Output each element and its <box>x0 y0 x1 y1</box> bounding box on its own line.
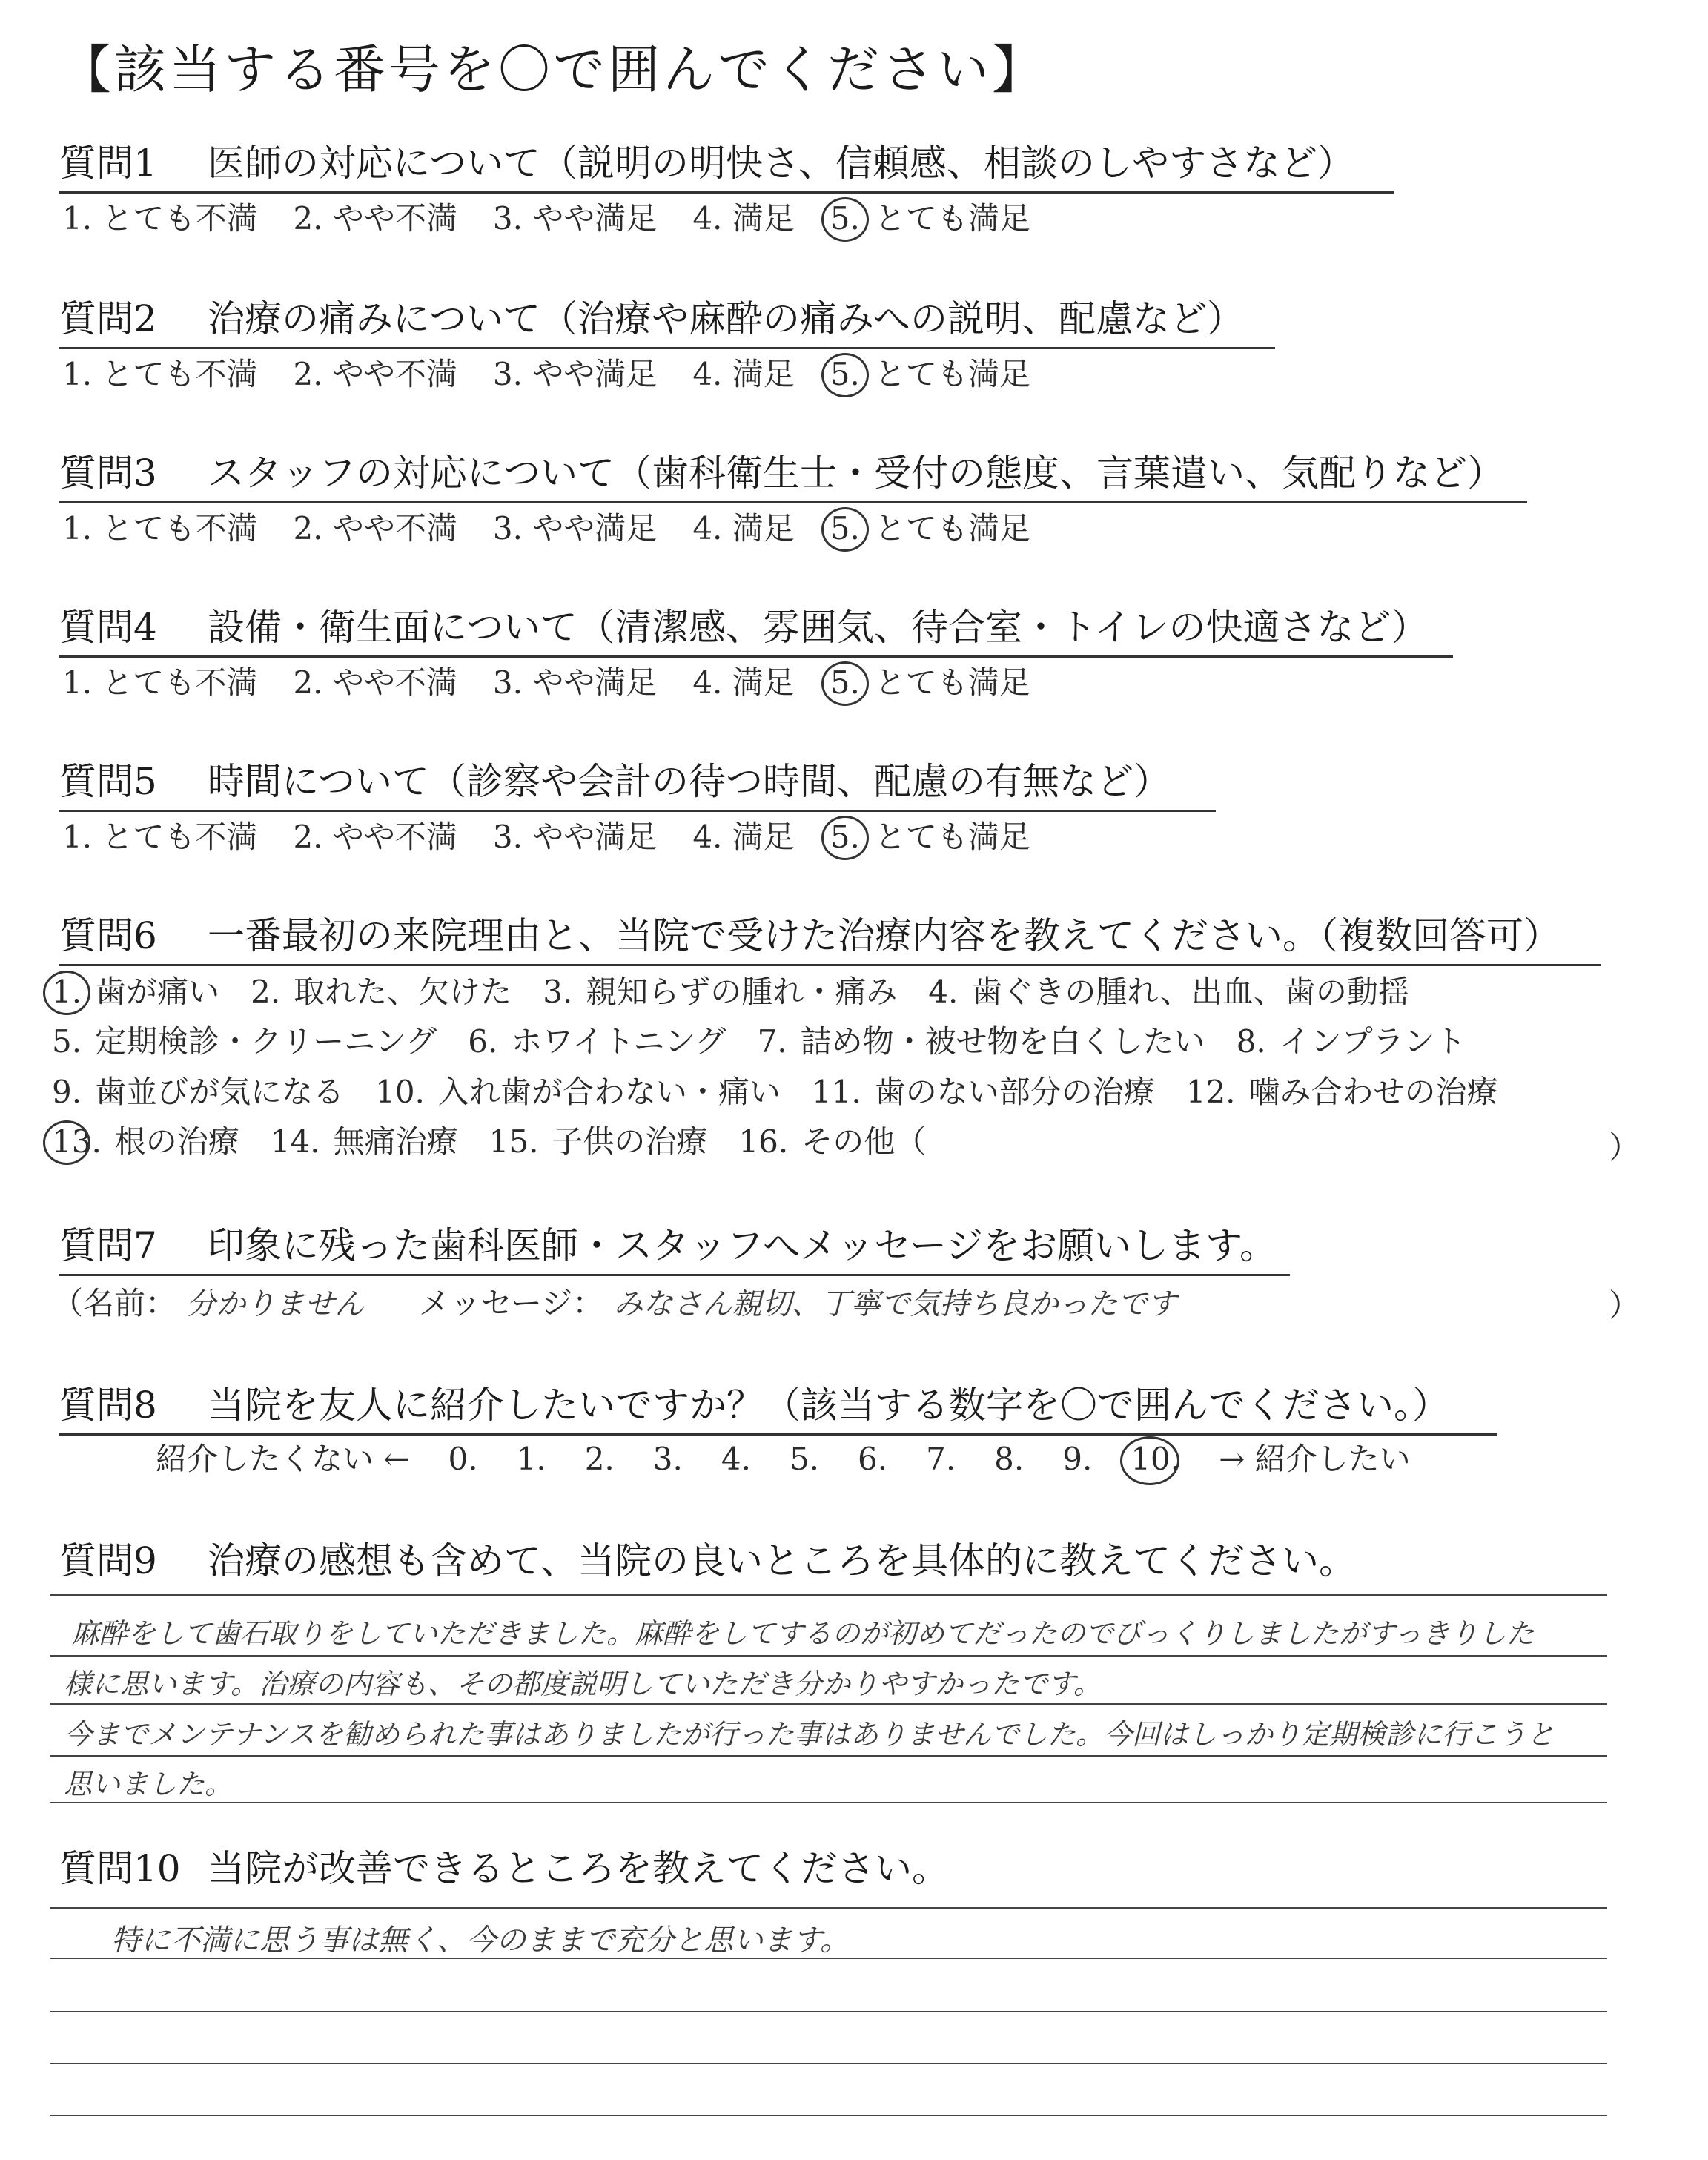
question-6 <box>59 906 1601 966</box>
option-label: 噛み合わせの治療 <box>1248 1074 1498 1110</box>
option-label: 入れ歯が合わない・痛い <box>437 1074 781 1110</box>
q6-option[interactable] <box>812 1068 1155 1112</box>
question-2 <box>59 289 1275 349</box>
question-number: 質問8 <box>59 1384 157 1427</box>
q6-options-row <box>52 1017 1497 1062</box>
option-2[interactable]: 2. やや不満 <box>293 200 457 237</box>
option-label: 根の治療 <box>114 1123 239 1160</box>
option-2[interactable]: 2. やや不満 <box>293 510 457 546</box>
scale-right-label: → 紹介したい <box>1219 1441 1411 1477</box>
answer-line <box>50 1755 1607 1757</box>
option-4[interactable]: 4. 満足 <box>692 819 795 855</box>
q6-option[interactable] <box>738 1117 926 1162</box>
scale-value[interactable]: 1. <box>516 1441 546 1477</box>
scale-value[interactable]: 8. <box>994 1441 1025 1477</box>
option-5[interactable] <box>830 200 860 237</box>
option-number: 8. <box>1236 1023 1266 1060</box>
scale-value[interactable]: 3. <box>652 1441 683 1477</box>
scale-left-label: 紹介したくない ← <box>156 1441 410 1477</box>
q6-options-row <box>52 968 1440 1012</box>
option-number: 5. <box>830 819 860 855</box>
q6-option[interactable] <box>468 1017 726 1062</box>
option-number: 5. <box>830 664 860 701</box>
option-3[interactable]: 3. やや満足 <box>492 510 658 546</box>
option-label: ホワイトニング <box>511 1023 726 1060</box>
question-number: 質問5 <box>59 760 157 803</box>
option-number: 15. <box>489 1123 539 1160</box>
question-text: 印象に残った歯科医師・スタッフへメッセージをお願いします。 <box>208 1224 1277 1267</box>
option-label: 歯ぐきの腫れ、出血、歯の動揺 <box>971 974 1409 1010</box>
q6-option[interactable] <box>543 968 897 1012</box>
option-2[interactable]: 2. やや不満 <box>293 664 457 701</box>
option-3[interactable]: 3. やや満足 <box>492 200 658 237</box>
options-row <box>62 504 1066 549</box>
question-5 <box>59 752 1216 812</box>
q7-close-paren: ） <box>1609 1287 1641 1324</box>
question-text: 当院が改善できるところを教えてください。 <box>208 1847 949 1890</box>
question-9 <box>59 1531 1356 1589</box>
page-title: 【該当する番号を〇で囲んでください】 <box>59 39 1047 100</box>
option-number: 5. <box>830 510 860 546</box>
message-value[interactable]: みなさん親切、丁寧で気持ち良かったです <box>613 1287 1177 1321</box>
scale-value[interactable]: 7. <box>926 1441 956 1477</box>
option-1[interactable]: 1. とても不満 <box>62 356 258 392</box>
option-number: 9. <box>52 1074 82 1110</box>
answer-line <box>50 2063 1607 2064</box>
q6-options-row <box>52 1068 1529 1112</box>
question-number: 質問2 <box>59 297 157 340</box>
question-number: 質問4 <box>59 606 157 649</box>
question-text: 医師の対応について（説明の明快さ、信頼感、相談のしやすさなど） <box>208 142 1354 185</box>
option-4[interactable]: 4. 満足 <box>692 664 795 701</box>
options-row <box>62 813 1066 857</box>
option-label: その他（ <box>801 1123 927 1160</box>
option-5[interactable] <box>830 819 860 855</box>
other-close-paren: ） <box>1609 1129 1641 1166</box>
question-number: 質問3 <box>59 452 157 495</box>
answer-line <box>50 1703 1607 1705</box>
question-4 <box>59 598 1453 658</box>
option-label: 詰め物・被せ物を白くしたい <box>800 1023 1205 1060</box>
option-5-label: とても満足 <box>874 819 1030 855</box>
option-number: 11. <box>811 1074 861 1110</box>
option-3[interactable]: 3. やや満足 <box>492 819 658 855</box>
question-1 <box>59 133 1394 194</box>
option-5-label: とても満足 <box>874 664 1030 701</box>
q6-option[interactable] <box>758 1017 1205 1062</box>
q6-option[interactable] <box>52 1017 437 1062</box>
q6-option[interactable] <box>489 1117 708 1162</box>
option-number: 7. <box>757 1023 787 1060</box>
option-1[interactable]: 1. とても不満 <box>62 510 258 546</box>
q6-option[interactable] <box>928 968 1409 1012</box>
option-label: 取れた、欠けた <box>294 974 512 1010</box>
option-2[interactable]: 2. やや不満 <box>293 356 457 392</box>
scale-value[interactable]: 9. <box>1062 1441 1093 1477</box>
question-text: 設備・衛生面について（清潔感、雰囲気、待合室・トイレの快適さなど） <box>208 606 1429 649</box>
option-label: 子供の治療 <box>552 1123 708 1160</box>
question-text: 時間について（診察や会計の待つ時間、配慮の有無など） <box>208 760 1171 803</box>
option-number: 1. <box>52 974 82 1010</box>
q7-answer-row <box>52 1279 1177 1324</box>
answer-line <box>50 1655 1607 1657</box>
question-7 <box>59 1216 1290 1276</box>
question-text: スタッフの対応について（歯科衛生士・受付の態度、言葉遣い、気配りなど） <box>208 452 1504 495</box>
handwritten-answer[interactable]: 麻酔をして歯石取りをしていただきました。麻酔をしてするのが初めてだったのでびっくりしましたがすっきりした <box>71 1617 1535 1650</box>
option-1[interactable]: 1. とても不満 <box>62 200 258 237</box>
question-8 <box>59 1375 1497 1436</box>
option-number: 3. <box>543 974 573 1010</box>
option-4[interactable]: 4. 満足 <box>692 356 795 392</box>
handwritten-answer[interactable]: 特に不満に思う事は無く、今のままで充分と思います。 <box>111 1923 850 1958</box>
name-value[interactable]: 分かりません <box>186 1287 365 1321</box>
option-number: 14. <box>270 1123 320 1160</box>
option-label: インプラント <box>1279 1023 1466 1060</box>
option-3[interactable]: 3. やや満足 <box>492 356 658 392</box>
question-10 <box>59 1839 949 1897</box>
option-label: 歯並びが気になる <box>95 1074 345 1110</box>
question-number: 質問10 <box>59 1847 181 1890</box>
question-text: 一番最初の来院理由と、当院で受けた治療内容を教えてください。（複数回答可） <box>208 914 1560 957</box>
option-number: 5. <box>830 356 860 392</box>
scale-value[interactable]: 0. <box>448 1441 478 1477</box>
option-label: 歯が痛い <box>95 974 220 1010</box>
handwritten-answer[interactable]: 思いました。 <box>64 1768 234 1800</box>
option-1[interactable]: 1. とても不満 <box>62 664 258 701</box>
scale-value[interactable]: 4. <box>721 1441 751 1477</box>
q6-option[interactable] <box>52 1068 344 1112</box>
answer-line <box>50 1907 1607 1909</box>
option-number: 6. <box>468 1023 498 1060</box>
options-row <box>62 658 1066 703</box>
option-number: 10. <box>375 1074 425 1110</box>
answer-line <box>50 1594 1607 1596</box>
question-number: 質問1 <box>59 142 157 185</box>
option-4[interactable]: 4. 満足 <box>692 200 795 237</box>
option-number: 16. <box>738 1123 789 1160</box>
option-number: 5. <box>52 1023 82 1060</box>
option-1[interactable]: 1. とても不満 <box>62 819 258 855</box>
scale-value[interactable]: 2. <box>584 1441 615 1477</box>
option-5[interactable] <box>830 510 860 546</box>
option-5[interactable] <box>830 664 860 701</box>
option-4[interactable]: 4. 満足 <box>692 510 795 546</box>
question-text: 治療の感想も含めて、当院の良いところを具体的に教えてください。 <box>208 1539 1356 1582</box>
scale-value[interactable]: 5. <box>789 1441 820 1477</box>
option-number: 4. <box>928 974 959 1010</box>
q6-option[interactable] <box>251 968 512 1012</box>
question-number: 質問9 <box>59 1539 157 1582</box>
question-number: 質問7 <box>59 1224 157 1267</box>
answer-line <box>50 2011 1607 2012</box>
option-number: 5. <box>830 200 860 237</box>
question-3 <box>59 443 1527 503</box>
option-5-label: とても満足 <box>874 510 1030 546</box>
option-label: 定期検診・クリーニング <box>95 1023 437 1060</box>
scale-value[interactable]: 6. <box>858 1441 888 1477</box>
options-row <box>62 194 1066 239</box>
option-label: 歯のない部分の治療 <box>874 1074 1155 1110</box>
q6-option[interactable] <box>52 1117 239 1162</box>
name-label: （名前： <box>52 1285 177 1321</box>
option-5-label: とても満足 <box>874 356 1030 392</box>
answer-line <box>50 2115 1607 2116</box>
answer-line <box>50 1802 1607 1803</box>
q6-option[interactable] <box>1237 1017 1466 1062</box>
handwritten-answer[interactable]: 今までメンテナンスを勧められた事はありましたが行った事はありませんでした。今回はしっかり定期検診に行こうと <box>64 1718 1555 1751</box>
question-text: 治療の痛みについて（治療や麻酔の痛みへの説明、配慮など） <box>208 297 1244 340</box>
option-2[interactable]: 2. やや不満 <box>293 819 457 855</box>
option-label: 無痛治療 <box>333 1123 458 1160</box>
q6-option[interactable] <box>52 968 219 1012</box>
message-label: メッセージ： <box>418 1285 604 1321</box>
q6-option[interactable] <box>375 1068 781 1112</box>
option-5[interactable] <box>830 356 860 392</box>
q6-option[interactable] <box>271 1117 458 1162</box>
option-number: 2. <box>251 974 281 1010</box>
option-number: 12. <box>1185 1074 1236 1110</box>
option-number: 13. <box>52 1123 102 1160</box>
handwritten-answer[interactable]: 様に思います。治療の内容も、その都度説明していただき分かりやすかったです。 <box>64 1668 1102 1700</box>
question-number: 質問6 <box>59 914 157 957</box>
option-label: 親知らずの腫れ・痛み <box>586 974 898 1010</box>
question-text: 当院を友人に紹介したいですか？（該当する数字を〇で囲んでください。） <box>208 1384 1449 1427</box>
option-3[interactable]: 3. やや満足 <box>492 664 658 701</box>
q6-option[interactable] <box>1186 1068 1498 1112</box>
option-5-label: とても満足 <box>874 200 1030 237</box>
options-row <box>62 350 1066 394</box>
recommend-scale <box>156 1435 1449 1479</box>
q6-options-row <box>52 1117 957 1162</box>
scale-value[interactable]: 10. <box>1131 1441 1181 1477</box>
